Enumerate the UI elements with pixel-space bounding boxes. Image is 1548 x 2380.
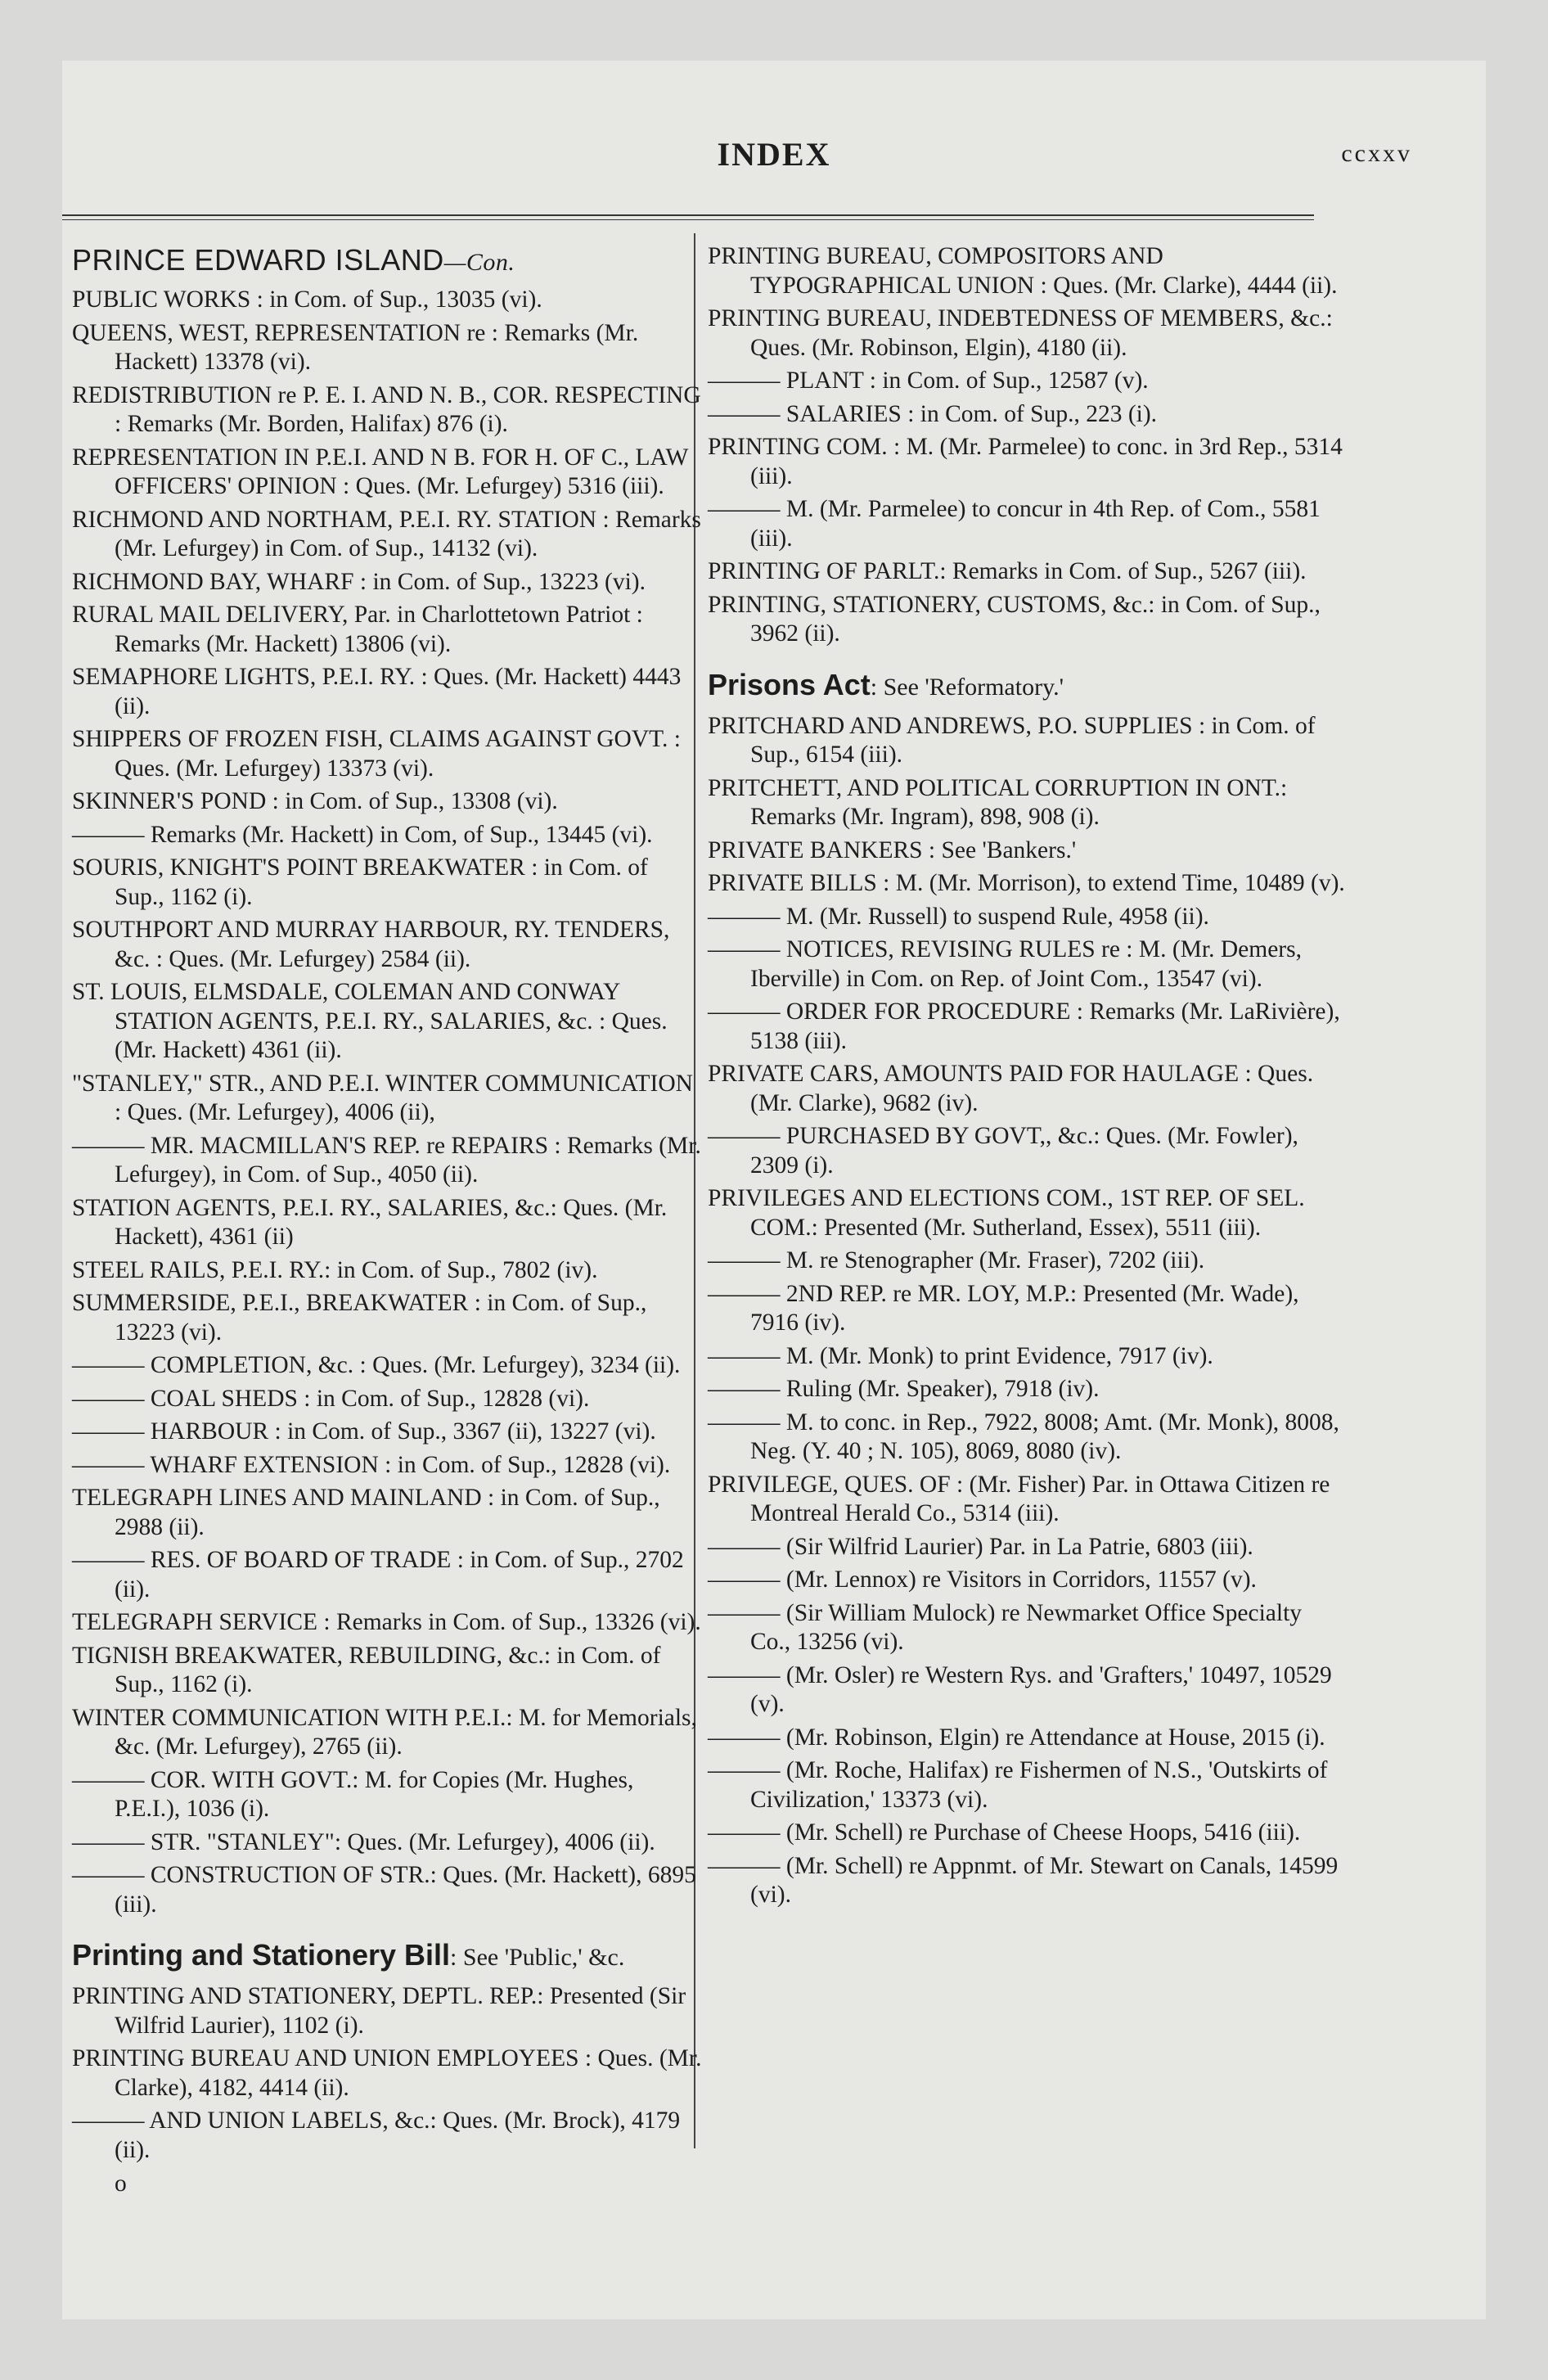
index-entry: ——— (Sir Wilfrid Laurier) Par. in La Patrie, 6803 (iii). [708,1533,1253,1560]
index-entry: TELEGRAPH LINES AND MAINLAND : in Com. of Sup., 2988 (ii). [72,1485,660,1540]
index-entry: TELEGRAPH SERVICE : Remarks in Com. of Sup., 13326 (vi). [72,1609,701,1635]
index-entry: RICHMOND AND NORTHAM, P.E.I. RY. STATION : Remarks (Mr. Lefurgey) in Com. of Sup., 14132 (vi). [72,506,701,561]
index-entry: ——— MR. MACMILLAN'S REP. re REPAIRS : Remarks (Mr. Lefurgey), in Com. of Sup., 4050 (ii). [72,1132,701,1188]
index-entry: ——— M. (Mr. Monk) to print Evidence, 7917 (iv). [708,1342,1213,1369]
bold-heading-rest: : See 'Reformatory.' [870,673,1064,701]
index-entry: ——— (Mr. Robinson, Elgin) re Attendance at House, 2015 (i). [708,1724,1325,1751]
index-entry: ——— PURCHASED BY GOVT,, &c.: Ques. (Mr. Fowler), 2309 (i). [708,1123,1298,1179]
index-entry: ——— Ruling (Mr. Speaker), 7918 (iv). [708,1376,1100,1402]
index-entry: WINTER COMMUNICATION WITH P.E.I.: M. for Memorials, &c. (Mr. Lefurgey), 2765 (ii). [72,1704,697,1760]
index-entry: ——— CONSTRUCTION OF STR.: Ques. (Mr. Hackett), 6895 (iii). [72,1862,696,1918]
index-entry: TIGNISH BREAKWATER, REBUILDING, &c.: in Com. of Sup., 1162 (i). [72,1642,661,1697]
index-entry: SKINNER'S POND : in Com. of Sup., 13308 (vi). [72,788,558,814]
index-entry: SOURIS, KNIGHT'S POINT BREAKWATER : in Com. of Sup., 1162 (i). [72,854,648,910]
index-entry: ——— ORDER FOR PROCEDURE : Remarks (Mr. LaRivière), 5138 (iii). [708,998,1340,1054]
index-entry: PRINTING BUREAU AND UNION EMPLOYEES : Ques. (Mr. Clarke), 4182, 4414 (ii). [72,2045,702,2101]
section-title: PRINCE EDWARD ISLAND [72,243,444,277]
index-entry: ——— M. to conc. in Rep., 7922, 8008; Amt. (Mr. Monk), 8008, Neg. (Y. 40 ; N. 105), 8069, 8080 (iv). [708,1409,1339,1464]
index-entry: PUBLIC WORKS : in Com. of Sup., 13035 (vi). [72,286,542,313]
index-entry: ——— NOTICES, REVISING RULES re : M. (Mr. Demers, Iberville) in Com. on Rep. of Joint Com., 13547 (vi). [708,936,1302,992]
index-entry: ——— HARBOUR : in Com. of Sup., 3367 (ii), 13227 (vi). [72,1418,656,1445]
index-entry: PRIVILEGES AND ELECTIONS COM., 1ST REP. OF SEL. COM.: Presented (Mr. Sutherland, Essex), 5511 (iii). [708,1185,1305,1241]
index-entry: PRINTING AND STATIONERY, DEPTL. REP.: Presented (Sir Wilfrid Laurier), 1102 (i). [72,1983,686,2039]
page-header [62,135,1486,184]
index-entry: SOUTHPORT AND MURRAY HARBOUR, RY. TENDERS, &c. : Ques. (Mr. Lefurgey) 2584 (ii). [72,917,670,972]
index-entry: REPRESENTATION IN P.E.I. AND N B. FOR H. OF C., LAW OFFICERS' OPINION : Ques. (Mr. Lefurgey) 5316 (iii). [72,444,688,499]
index-entry: ——— SALARIES : in Com. of Sup., 223 (i). [708,400,1158,427]
bold-heading-rest: : See 'Public,' &c. [450,1944,625,1971]
left-entry-list [72,286,702,1919]
index-entry: ——— M. (Mr. Parmelee) to concur in 4th Rep. of Com., 5581 (iii). [708,496,1321,552]
page-title: INDEX [717,136,831,173]
index-entry: SUMMERSIDE, P.E.I., BREAKWATER : in Com. of Sup., 13223 (vi). [72,1290,647,1346]
index-entry: ——— (Mr. Lennox) re Visitors in Corridors, 11557 (v). [708,1566,1257,1593]
index-entry: ——— M. (Mr. Russell) to suspend Rule, 4958 (ii). [708,903,1209,930]
folio-mark: o [115,2170,127,2197]
header-rule [62,214,1314,220]
index-entry: ——— (Mr. Osler) re Western Rys. and 'Grafters,' 10497, 10529 (v). [708,1661,1332,1717]
left-after-list [72,1982,702,2165]
index-entry: ——— COMPLETION, &c. : Ques. (Mr. Lefurgey), 3234 (ii). [72,1352,681,1378]
index-entry: RURAL MAIL DELIVERY, Par. in Charlottetown Patriot : Remarks (Mr. Hackett) 13806 (vi). [72,602,643,657]
index-entry: ——— STR. "STANLEY": Ques. (Mr. Lefurgey), 4006 (ii). [72,1828,655,1855]
index-entry: ——— COR. WITH GOVT.: M. for Copies (Mr. Hughes, P.E.I.), 1036 (i). [72,1766,634,1822]
bold-heading-printing-bill [72,1936,702,1977]
right-entry-list-b [708,712,1346,1910]
bold-heading-text: Printing and Stationery Bill [72,1938,451,1972]
index-entry: QUEENS, WEST, REPRESENTATION re : Remarks (Mr. Hackett) 13378 (vi). [72,319,639,375]
index-entry: PRIVATE CARS, AMOUNTS PAID FOR HAULAGE : Ques. (Mr. Clarke), 9682 (iv). [708,1061,1314,1116]
index-entry: PRINTING OF PARLT.: Remarks in Com. of Sup., 5267 (iii). [708,558,1307,584]
index-entry: ——— COAL SHEDS : in Com. of Sup., 12828 (vi). [72,1385,590,1412]
index-entry: STATION AGENTS, P.E.I. RY., SALARIES, &c.: Ques. (Mr. Hackett), 4361 (ii) [72,1194,668,1250]
index-entry: PRIVATE BILLS : M. (Mr. Morrison), to extend Time, 10489 (v). [708,870,1345,896]
section-suffix: —Con. [443,249,515,276]
left-column [72,242,702,2199]
index-entry: REDISTRIBUTION re P. E. I. AND N. B., COR. RESPECTING : Remarks (Mr. Borden, Halifax) 876 (i). [72,381,701,437]
index-entry: PRINTING COM. : M. (Mr. Parmelee) to conc. in 3rd Rep., 5314 (iii). [708,434,1343,489]
index-entry: PRITCHARD AND ANDREWS, P.O. SUPPLIES : in Com. of Sup., 6154 (iii). [708,712,1316,768]
index-entry: ——— WHARF EXTENSION : in Com. of Sup., 12828 (vi). [72,1451,671,1478]
bold-heading-prisons-act [708,665,1346,707]
index-entry: RICHMOND BAY, WHARF : in Com. of Sup., 13223 (vi). [72,568,646,595]
index-entry: ——— RES. OF BOARD OF TRADE : in Com. of Sup., 2702 (ii). [72,1547,684,1602]
index-entry: ——— (Mr. Roche, Halifax) re Fishermen of N.S., 'Outskirts of Civilization,' 13373 (vi). [708,1757,1328,1813]
section-heading [72,242,702,281]
index-entry: PRIVATE BANKERS : See 'Bankers.' [708,836,1077,863]
index-entry: ——— M. re Stenographer (Mr. Fraser), 7202 (iii). [708,1247,1205,1273]
index-entry: SHIPPERS OF FROZEN FISH, CLAIMS AGAINST GOVT. : Ques. (Mr. Lefurgey) 13373 (vi). [72,726,681,782]
index-entry: ——— (Mr. Schell) re Appnmt. of Mr. Stewart on Canals, 14599 (vi). [708,1852,1339,1908]
index-entry: PRITCHETT, AND POLITICAL CORRUPTION IN ONT.: Remarks (Mr. Ingram), 898, 908 (i). [708,774,1288,830]
index-entry: ——— Remarks (Mr. Hackett) in Com, of Sup., 13445 (vi). [72,821,653,848]
index-entry: PRIVILEGE, QUES. OF : (Mr. Fisher) Par. in Ottawa Citizen re Montreal Herald Co., 5314 (iii). [708,1471,1330,1526]
index-entry: STEEL RAILS, P.E.I. RY.: in Com. of Sup., 7802 (iv). [72,1256,598,1283]
index-entry: ——— PLANT : in Com. of Sup., 12587 (v). [708,367,1149,394]
index-entry: ——— 2ND REP. re MR. LOY, M.P.: Presented (Mr. Wade), 7916 (iv). [708,1280,1299,1336]
index-entry: PRINTING BUREAU, COMPOSITORS AND TYPOGRAPHICAL UNION : Ques. (Mr. Clarke), 4444 (ii). [708,243,1338,299]
index-entry: ——— (Mr. Schell) re Purchase of Cheese Hoops, 5416 (iii). [708,1819,1301,1846]
index-entry: SEMAPHORE LIGHTS, P.E.I. RY. : Ques. (Mr. Hackett) 4443 (ii). [72,664,682,719]
index-entry: "STANLEY," STR., AND P.E.I. WINTER COMMUNICATION : Ques. (Mr. Lefurgey), 4006 (ii), [72,1070,693,1125]
index-entry: PRINTING, STATIONERY, CUSTOMS, &c.: in Com. of Sup., 3962 (ii). [708,591,1321,647]
index-entry: ——— (Sir William Mulock) re Newmarket Office Specialty Co., 13256 (vi). [708,1599,1303,1655]
bold-heading-text: Prisons Act [708,667,871,701]
right-column [708,242,1346,1914]
index-entry: PRINTING BUREAU, INDEBTEDNESS OF MEMBERS, &c.: Ques. (Mr. Robinson, Elgin), 4180 (ii). [708,305,1333,361]
page-number: ccxxv [1341,140,1412,167]
index-entry: ——— AND UNION LABELS, &c.: Ques. (Mr. Brock), 4179 (ii). [72,2107,681,2163]
index-entry: ST. LOUIS, ELMSDALE, COLEMAN AND CONWAY STATION AGENTS, P.E.I. RY., SALARIES, &c. : Ques. (Mr. Hackett) 4361 (ii). [72,979,668,1063]
right-entry-list-a [708,242,1346,649]
